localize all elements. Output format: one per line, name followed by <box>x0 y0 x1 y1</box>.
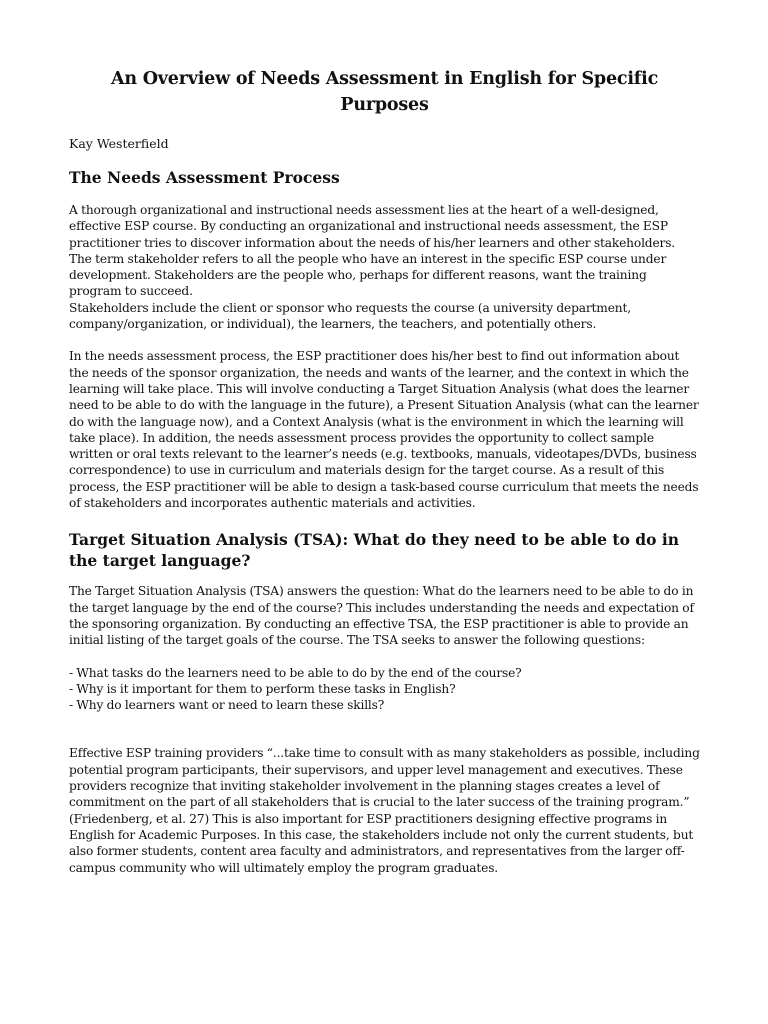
list-item: - Why is it important for them to perform these tasks in English? <box>69 681 456 696</box>
paragraph-spacer <box>69 713 700 745</box>
paragraph-spacer <box>69 649 700 665</box>
tsa-question-list <box>69 665 700 714</box>
paragraph-effective-esp-providers: Effective ESP training providers “...take time to consult with as many stakeholders as possible, including potential program participants, their supervisors, and upper level management and executives. These providers recognize that inviting stakeholder involvement in the planning stages creates a level of commitment on the part of all stakeholders that is crucial to the later success of the training program.” (Friedenberg, et al. 27) This is also important for ESP practitioners designing effective programs in English for Academic Purposes. In this case, the stakeholders include not only the current students, but also former students, content area faculty and administrators, and representatives from the larger off-campus community who will ultimately employ the program graduates. <box>69 746 700 875</box>
document-author: Kay Westerfield <box>69 136 169 151</box>
list-item: - What tasks do the learners need to be able to do by the end of the course? <box>69 665 522 680</box>
list-item: - Why do learners want or need to learn these skills? <box>69 698 385 713</box>
document-title: An Overview of Needs Assessment in English for Specific Purposes <box>110 69 659 115</box>
section-heading-needs-assessment: The Needs Assessment Process <box>69 168 340 187</box>
section-heading-target-situation-analysis: Target Situation Analysis (TSA): What do they need to be able to do in the target language? <box>69 530 680 571</box>
paragraph-needs-assessment-process: In the needs assessment process, the ESP practitioner does his/her best to find out information about the needs of the sponsor organization, the needs and wants of the learner, and the context in which the learning will take place. This will involve conducting a Target Situation Analysis (what does the learner need to be able to do with the language in the future), a Present Situation Analysis (what can the learner do with the language now), and a Context Analysis (what is the environment in which the learning will take place). In addition, the needs assessment process provides the opportunity to collect sample written or oral texts relevant to the learner’s needs (e.g. textbooks, manuals, videotapes/DVDs, business correspondence) to use in curriculum and materials design for the target course. As a result of this process, the ESP practitioner will be able to design a task-based course curriculum that meets the needs of stakeholders and incorporates authentic materials and activities. <box>69 349 699 511</box>
paragraph-needs-assessment-intro: A thorough organizational and instructional needs assessment lies at the heart of a well-designed, effective ESP course. By conducting an organizational and instructional needs assessment, the ESP practitioner tries to discover information about the needs of his/her learners and other stakeholders. The term stakeholder refers to all the people who have an interest in the specific ESP course under development. Stakeholders are the people who, perhaps for different reasons, want the training program to succeed. <box>69 203 676 299</box>
paragraph-stakeholders: Stakeholders include the client or sponsor who requests the course (a university department, company/organization, or individual), the learners, the teachers, and potentially others. <box>69 300 631 332</box>
paragraph-tsa-intro: The Target Situation Analysis (TSA) answers the question: What do the learners need to be able to do in the target language by the end of the course? This includes understanding the needs and expectation of the sponsoring organization. By conducting an effective TSA, the ESP practitioner is able to provide an initial listing of the target goals of the course. The TSA seeks to answer the following questions: <box>69 584 694 648</box>
paragraph-spacer <box>69 332 700 348</box>
